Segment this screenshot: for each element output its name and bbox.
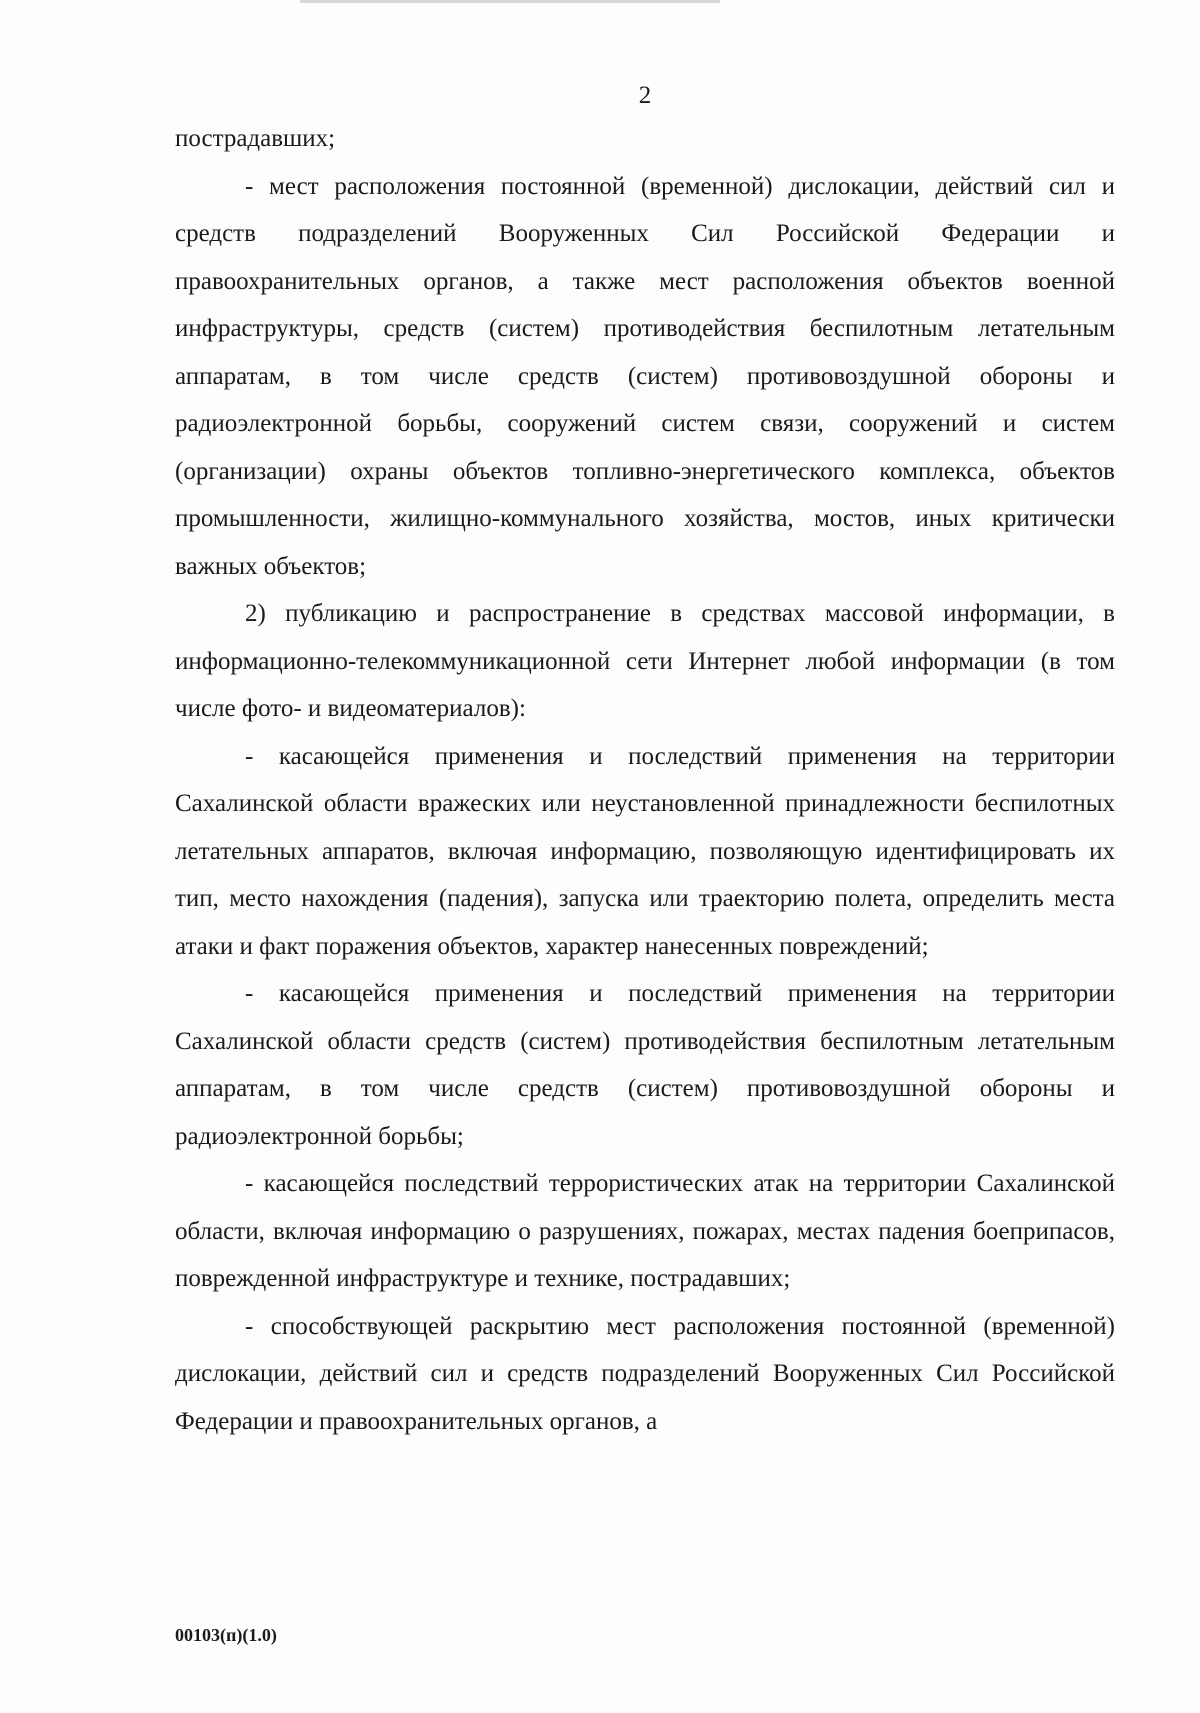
scan-artifact-line <box>300 0 720 3</box>
page-number: 2 <box>638 82 652 109</box>
paragraph: - касающейся применения и последствий применения на территории Сахалинской области вражеских или неустановленной принадлежности беспилотных летательных аппаратов, включая информацию, позволяющую идентифицировать их тип, место нахождения (падения), запуска или траекторию полета, определить места атаки и факт поражения объектов, характер нанесенных повреждений; <box>175 742 1115 960</box>
paragraph: 2) публикацию и распространение в средствах массовой информации, в информационно-телекоммуникационной сети Интернет любой информации (в том числе фото- и видеоматериалов): <box>175 600 1115 722</box>
document-code: 00103(п)(1.0) <box>175 1625 277 1645</box>
paragraph: - мест расположения постоянной (временной) дислокации, действий сил и средств подразделений Вооруженных Сил Российской Федерации и правоохранительных органов, а также мест расположения объектов военной инфраструктуры, средств (систем) противодействия беспилотным летательным аппаратам, в том числе средств (систем) противовоздушной обороны и радиоэлектронной борьбы, сооружений систем связи, сооружений и систем (организации) охраны объектов топливно-энергетического комплекса, объектов промышленности, жилищно-коммунального хозяйства, мостов, иных критически важных объектов; <box>175 172 1115 580</box>
paragraph: пострадавших; <box>175 125 336 152</box>
paragraph: - касающейся применения и последствий применения на территории Сахалинской области средств (систем) противодействия беспилотным летательным аппаратам, в том числе средств (систем) противовоздушной обороны и радиоэлектронной борьбы; <box>175 980 1115 1150</box>
paragraph: - касающейся последствий террористических атак на территории Сахалинской области, включая информацию о разрушениях, пожарах, местах падения боеприпасов, поврежденной инфраструктуре и технике, пострадавших; <box>175 1170 1115 1292</box>
paragraph: - способствующей раскрытию мест расположения постоянной (временной) дислокации, действий сил и средств подразделений Вооруженных Сил Российской Федерации и правоохранительных органов, а <box>175 1312 1115 1435</box>
document-body <box>175 115 1115 1445</box>
